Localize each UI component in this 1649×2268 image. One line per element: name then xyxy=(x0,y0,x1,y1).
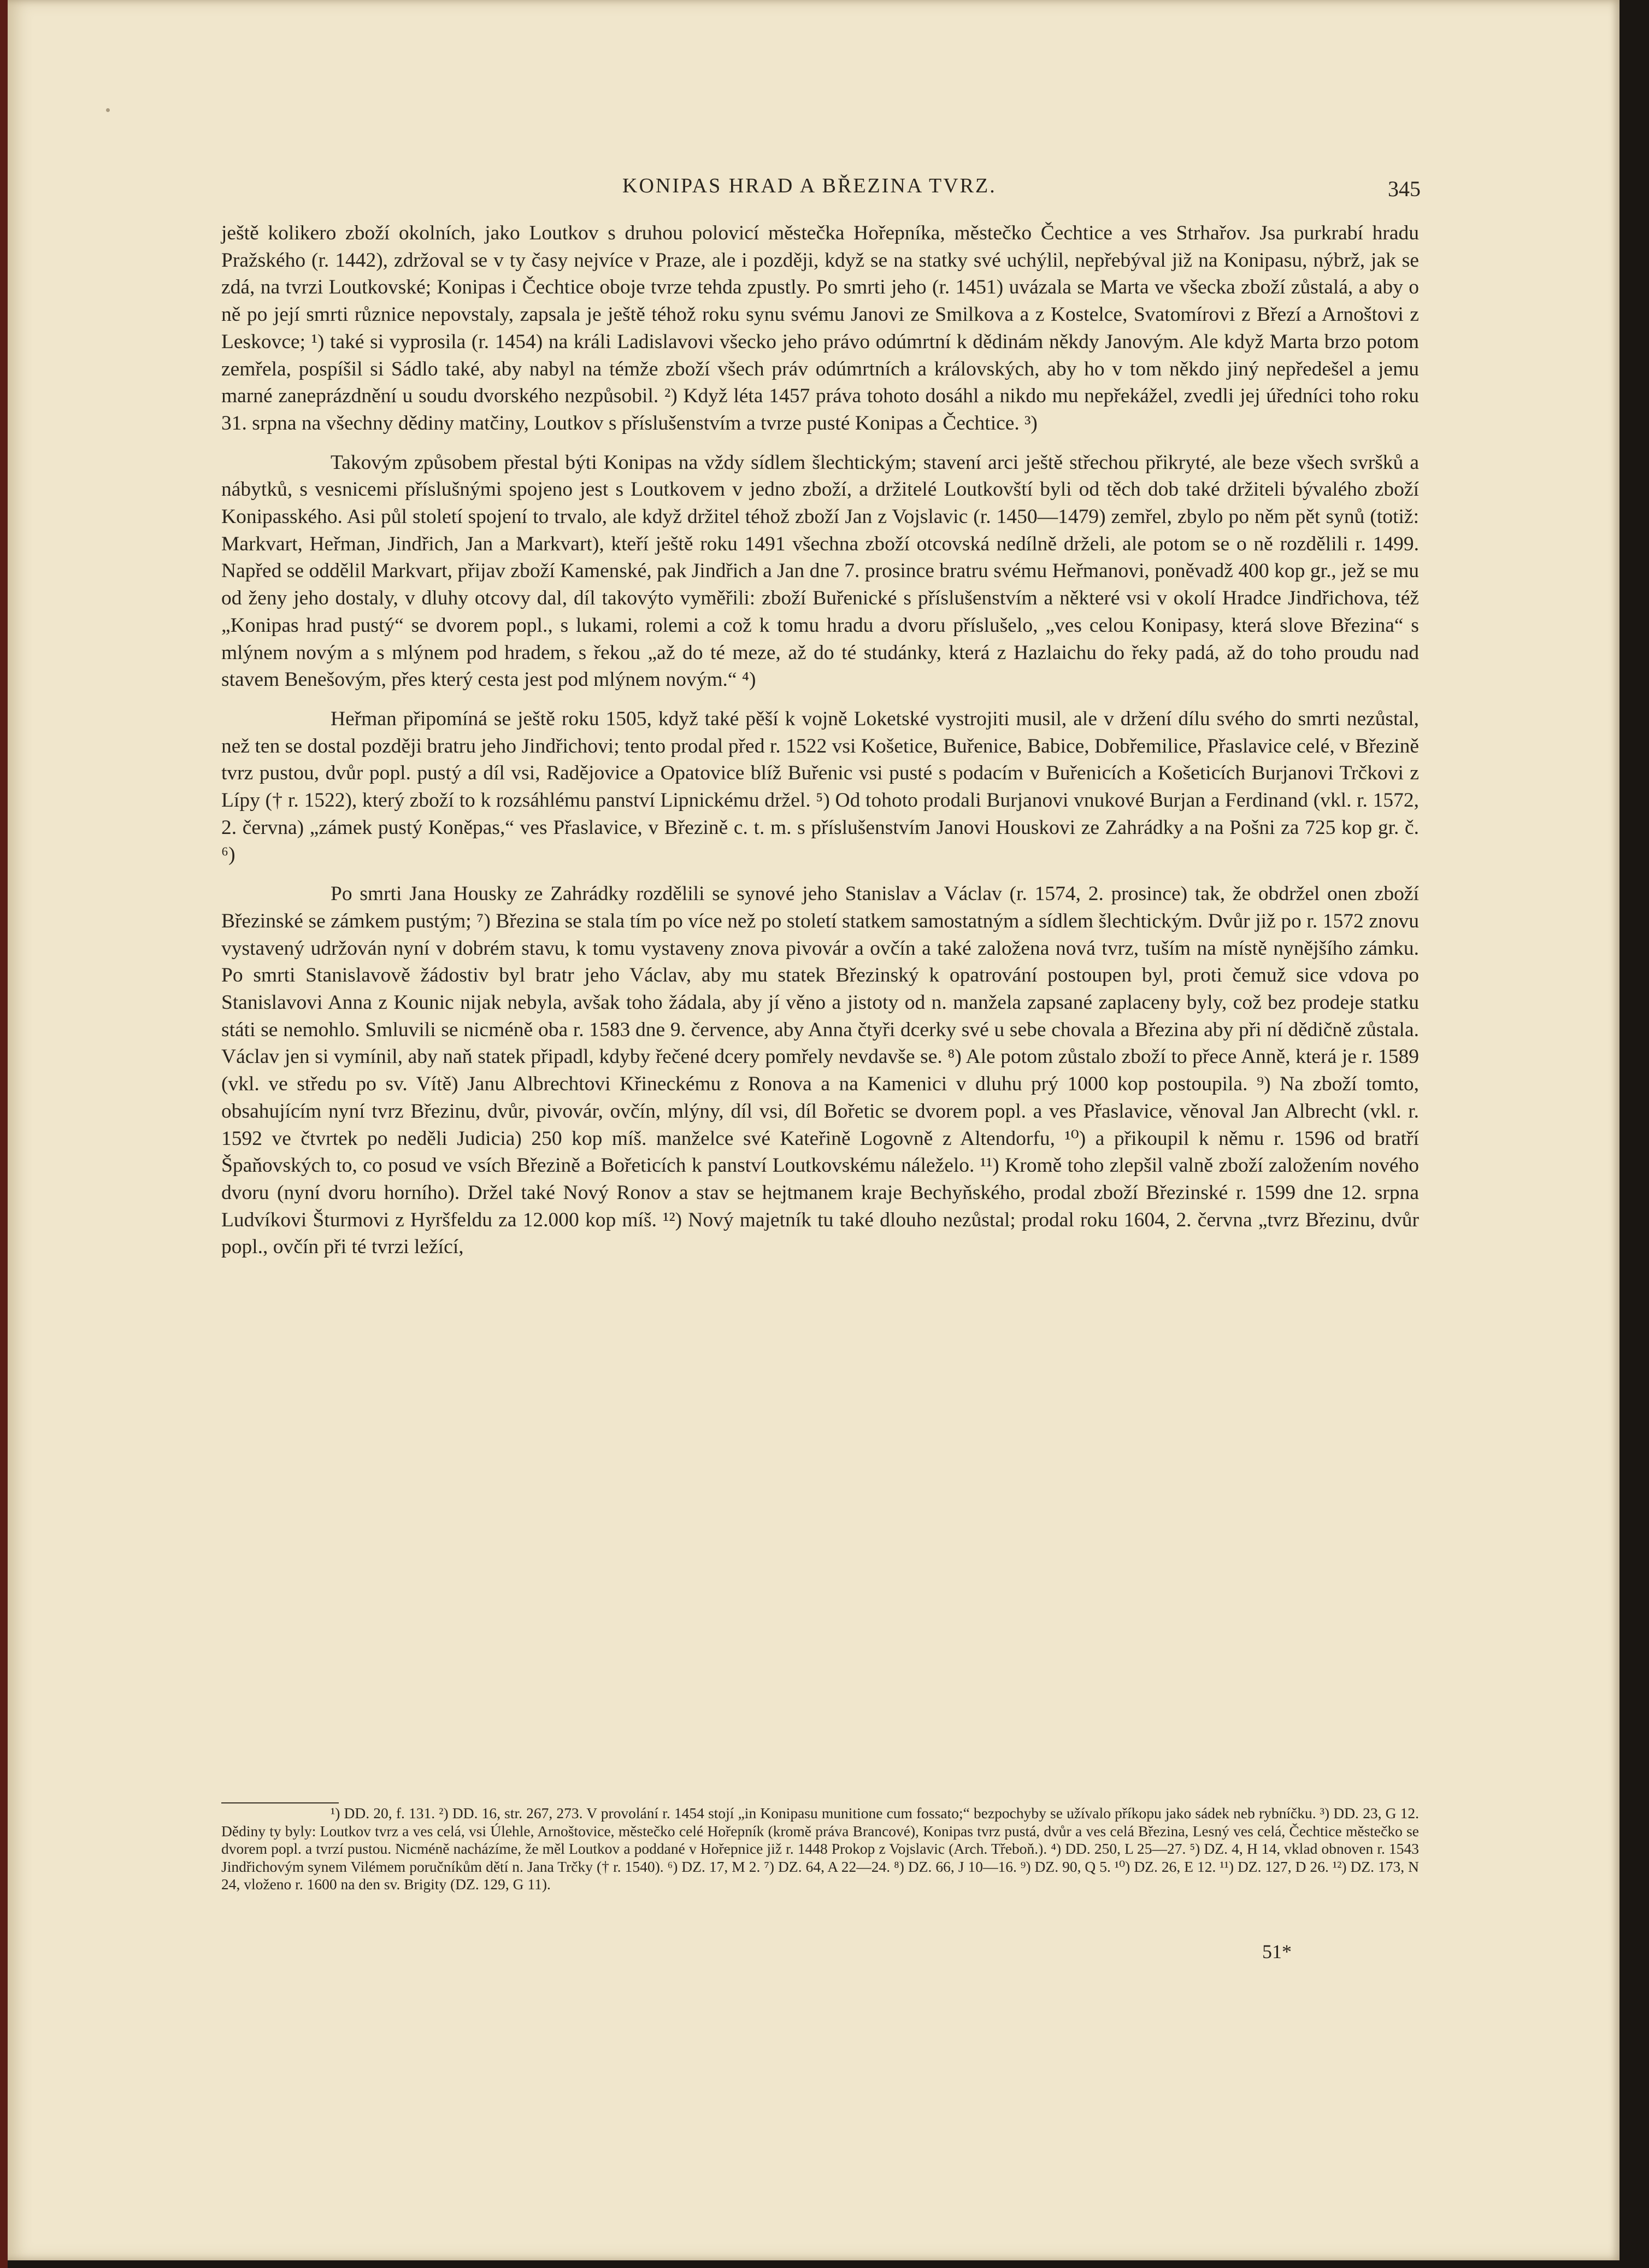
footnote-text: ¹) DD. 20, f. 131. ²) DD. 16, str. 267, 273. V provolání r. 1454 stojí „in Konipasu munitione cum fossato;“ bezpochyby se užívalo příkopu jako sádek neb rybníčku. ³) DD. 23, G 12. Dědiny ty byly: Loutkov tvrz a ves celá, vsi Úlehle, Arnoštovice, městečko celé Hořepník (kromě práva Brancové), Konipas tvrz pustá, dvůr a ves celá Březina, Lesný ves celá, Čechtice městečko se dvorem popl. a tvrzí pustou. Nicméně nacházíme, že měl Loutkov a poddané v Hořepnice již r. 1448 Prokop z Vojslavic (Arch. Třeboň.). ⁴) DD. 250, L 25—27. ⁵) DZ. 4, H 14, vklad obnoven r. 1543 Jindřichovým synem Vilémem poručníkům dětí n. Jana Trčky († r. 1540). ⁶) DZ. 17, M 2. ⁷) DZ. 64, A 22—24. ⁸) DZ. 66, J 10—16. ⁹) DZ. 90, Q 5. ¹⁰) DZ. 26, E 12. ¹¹) DZ. 127, D 26. ¹²) DZ. 173, N 24, vloženo r. 1600 na den sv. Brigity (DZ. 129, G 11). xyxy=(221,1805,1419,1893)
footnotes xyxy=(221,1805,1419,1894)
footnote-separator xyxy=(221,1802,339,1803)
page-number: 345 xyxy=(1388,177,1421,201)
paragraph-2: Takovým způsobem přestal býti Konipas na vždy sídlem šlechtickým; stavení arci ještě střechou přikryté, ale beze všech svršků a nábytků, s vesnicemi příslušnými spojeno jest s Loutkovem v jedno zboží, a držitelé Loutkovští byli od těch dob také držiteli bývalého zboží Konipasského. Asi půl století spojení to trvalo, ale když držitel téhož zboží Jan z Vojslavic (r. 1450—1479) zemřel, zbylo po něm pět synů (totiž: Markvart, Heřman, Jindřich, Jan a Markvart), kteří ještě roku 1491 všechna zboží otcovská nedílně drželi, ale potom se o ně rozdělili r. 1499. Napřed se oddělil Markvart, přijav zboží Kamenské, pak Jindřich a Jan dne 7. prosince bratru svému Heřmanovi, poněvadž 400 kop gr., jež se mu od ženy jeho dostaly, v dluhy otcovy dal, díl takovýto vyměřili: zboží Buřenické s příslušenstvím a některé vsi v okolí Hradce Jindřichova, též „Konipas hrad pustý“ se dvorem popl., s lukami, rolemi a což k tomu hradu a dvoru příslušelo, „ves celou Konipasy, která slove Březina“ s mlýnem novým a s mlýnem pod hradem, s řekou „až do té meze, až do té studánky, která z Hazlaichu do řeky padá, až do toho proudu nad stavem Benešovým, přes který cesta jest pod mlýnem novým.“ ⁴) xyxy=(221,451,1419,691)
paragraph-4: Po smrti Jana Housky ze Zahrádky rozdělili se synové jeho Stanislav a Václav (r. 1574, 2. prosince) tak, že obdržel onen zboží Březinské se zámkem pustým; ⁷) Březina se stala tím po více než po století statkem samostatným a sídlem šlechtickým. Dvůr již po r. 1572 znovu vystavený udržován nyní v dobrém stavu, k tomu vystaveny znova pivovár a ovčín a také založena nová tvrz, tuším na místě nynějšího zámku. Po smrti Stanislavově žádostiv byl bratr jeho Václav, aby mu statek Březinský k opatrování postoupen byl, proti čemuž sice vdova po Stanislavovi Anna z Kounic nijak nebyla, avšak toho žádala, aby jí věno a jistoty od n. manžela zapsané zaplaceny byly, což bez prodeje statku státi se nemohlo. Smluvili se nicméně oba r. 1583 dne 9. července, aby Anna čtyři dcerky své u sebe chovala a Březina aby při ní dědičně zůstala. Václav jen si vymínil, aby naň statek připadl, kdyby řečené dcery pomřely nevdavše se. ⁸) Ale potom zůstalo zboží to přece Anně, která je r. 1589 (vkl. ve středu po sv. Vítě) Janu Albrechtovi Křineckému z Ronova a na Kamenici v dluhu prý 1000 kop postoupila. ⁹) Na zboží tomto, obsahujícím nyní tvrz Březinu, dvůr, pivovár, ovčín, mlýny, díl vsi, díl Bořetic se dvorem popl. a ves Přaslavice, věnoval Jan Albrecht (vkl. r. 1592 ve čtvrtek po neděli Judicia) 250 kop míš. manželce své Kateřině Logovně z Altendorfu, ¹⁰) a přikoupil k němu r. 1596 od bratří Špaňovských to, co posud ve vsích Březině a Bořeticích k panství Loutkovskému náleželo. ¹¹) Kromě toho zlepšil valně zboží založením nového dvoru (nyní dvoru horního). Držel také Nový Ronov a stav se hejtmanem kraje Bechyňského, prodal zboží Březinské r. 1599 dne 12. srpna Ludvíkovi Šturmovi z Hyršfeldu za 12.000 kop míš. ¹²) Nový majetník tu také dlouho nezůstal; prodal roku 1604, 2. června „tvrz Březinu, dvůr popl., ovčín při té tvrzi ležící, xyxy=(221,883,1419,1259)
book-spine-edge xyxy=(0,0,8,2268)
page-speck xyxy=(106,108,110,112)
signature-mark: 51* xyxy=(1262,1941,1292,1963)
body-text xyxy=(221,220,1419,1261)
running-head: KONIPAS HRAD A BŘEZINA TVRZ. xyxy=(622,174,997,197)
paragraph-3: Heřman připomíná se ještě roku 1505, když také pěší k vojně Loketské vystrojiti musil, ale v držení dílu svého do smrti nezůstal, než ten se dostal později bratru jeho Jindřichovi; tento prodal před r. 1522 vsi Košetice, Buřenice, Babice, Dobřemilice, Přaslavice celé, v Březině tvrz pustou, dvůr popl. pustý a díl vsi, Radějovice a Opatovice blíž Buřenic vsi pusté s podacím v Buřenicích a Košeticích Burjanovi Trčkovi z Lípy († r. 1522), který zboží to k rozsáhlému panství Lipnickému držel. ⁵) Od tohoto prodali Burjanovi vnukové Burjan a Ferdinand (vkl. r. 1572, 2. června) „zámek pustý Koněpas,“ ves Přaslavice, v Březině c. t. m. s příslušenstvím Janovi Houskovi ze Zahrádky a na Pošni za 725 kop gr. č. ⁶) xyxy=(221,707,1419,866)
paragraph-1: ještě kolikero zboží okolních, jako Loutkov s druhou polovicí městečka Hořepníka, městečko Čechtice a ves Strhařov. Jsa purkrabí hradu Pražského (r. 1442), zdržoval se v ty časy nejvíce v Praze, ale i později, když se na statky své uchýlil, nepřebýval již na Konipasu, nýbrž, jak se zdá, na tvrzi Loutkovské; Konipas i Čechtice oboje tvrze tehda zpustly. Po smrti jeho (r. 1451) uvázala se Marta ve všecka zboží zůstalá, a aby o ně po její smrti různice nepovstaly, zapsala je ještě téhož roku synu svému Janovi ze Smilkova a z Kostelce, Svatomírovi z Březí a Arnoštovi z Leskovce; ¹) také si vyprosila (r. 1454) na králi Ladislavovi všecko jeho právo odúmrtní k dědinám někdy Janovým. Ale když Marta brzo potom zemřela, pospíšil si Sádlo také, aby nabyl na témže zboží všech práv odúmrtních a královských, aby ho v tom někdo jiný nepředešel a jemu marné zaneprázdnění u soudu dvorského nezpůsobil. ²) Když léta 1457 práva tohoto dosáhl a nikdo mu nepřekážel, zvedli jej úředníci toho roku 31. srpna na všechny dědiny matčiny, Loutkov s příslušenstvím a tvrze pusté Konipas a Čechtice. ³) xyxy=(221,222,1419,434)
